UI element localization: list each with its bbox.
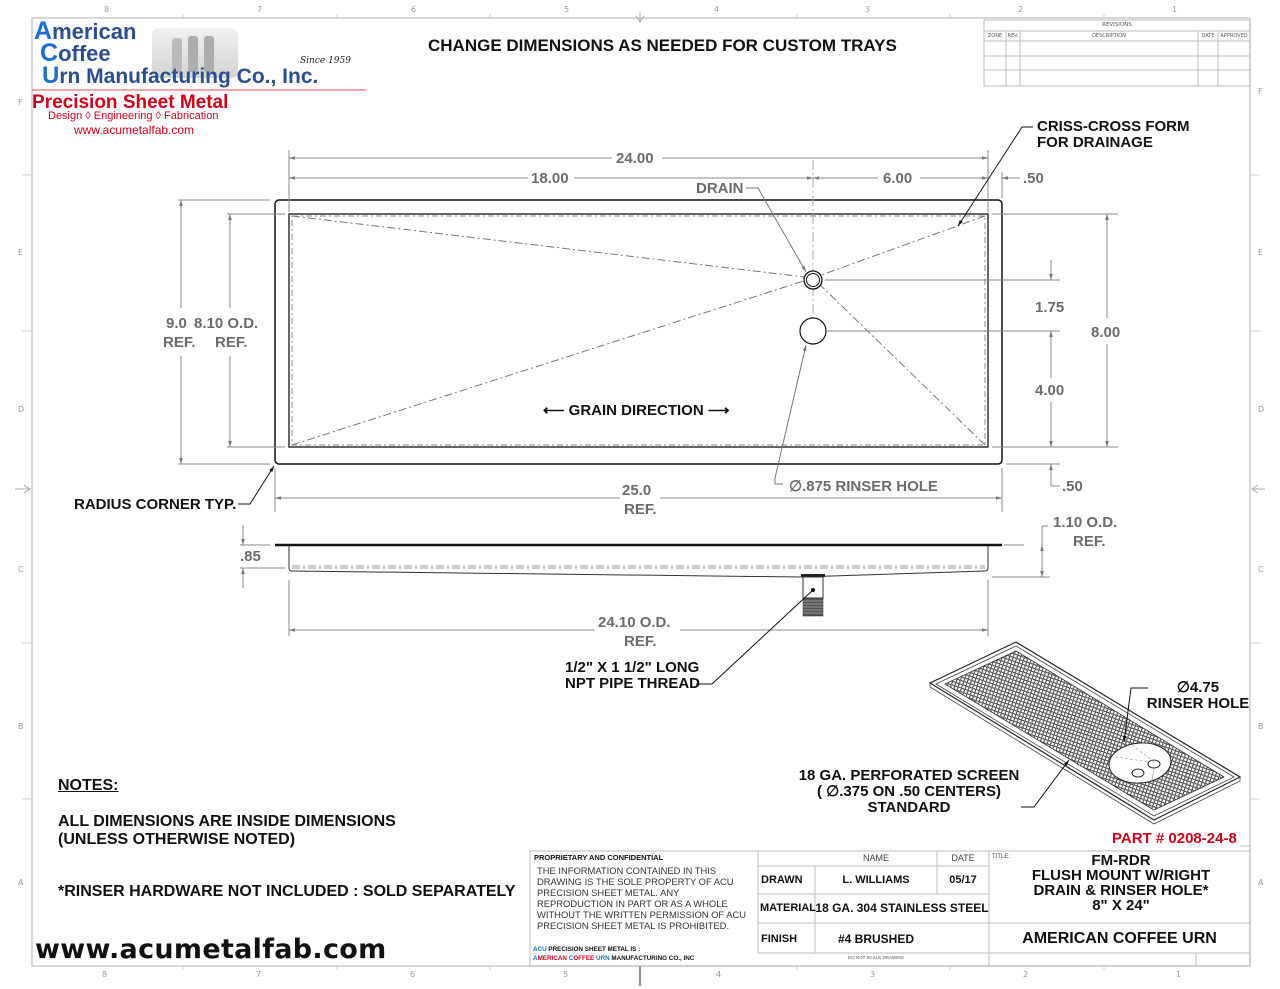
- dim-side-depth: .85: [240, 548, 261, 565]
- logo-url[interactable]: www.acumetalfab.com: [74, 123, 195, 137]
- pipe-thread-callout: 1/2" X 1 1/2" LONG NPT PIPE THREAD: [565, 659, 701, 692]
- dim-overall-length: 24.00: [616, 150, 654, 167]
- dim-drain-from-left: 18.00: [531, 170, 569, 187]
- dim-od-height-ref: REF.: [163, 334, 196, 351]
- rev-col-date: DATE: [1201, 33, 1215, 39]
- dim-side-od-length: 24.10 O.D.: [598, 614, 671, 631]
- iso-rinser-callout: ∅4.75 RINSER HOLE: [1146, 679, 1250, 712]
- zone-col-7: 7: [256, 970, 262, 979]
- zone-col-5: 5: [563, 970, 569, 979]
- dim-drain-offset: 1.75: [1035, 299, 1065, 316]
- zone-row-d: D: [18, 405, 25, 414]
- do-not-scale: DO NOT SCALE DRAWING: [847, 955, 905, 960]
- logo-line-coffee: Coffee: [40, 39, 111, 67]
- zone-row-f: F: [18, 98, 23, 107]
- rinser-hole-callout: ∅.875 RINSER HOLE: [789, 478, 938, 495]
- radius-corner-callout: RADIUS CORNER TYP.: [74, 496, 237, 513]
- revisions-table-lines: [984, 20, 1250, 86]
- zone-row-c: C: [18, 565, 24, 574]
- dim-side-od-height-ref: REF.: [1073, 533, 1106, 550]
- date-header: DATE: [951, 853, 975, 863]
- company-logo: [32, 17, 368, 137]
- zone-col-6: 6: [411, 5, 417, 14]
- footer-url[interactable]: www.acumetalfab.com: [35, 934, 387, 965]
- zone-row-e: E: [1258, 248, 1264, 257]
- zone-row-a: A: [1258, 878, 1264, 887]
- zone-row-e: E: [18, 248, 24, 257]
- dim-overall-ref: 25.0: [622, 482, 652, 499]
- dim-flange-right: .50: [1023, 170, 1044, 187]
- zone-row-c: C: [1258, 565, 1264, 574]
- drain-callout: DRAIN: [696, 180, 744, 197]
- header-note: CHANGE DIMENSIONS AS NEEDED FOR CUSTOM TRAYS: [428, 36, 897, 55]
- dim-inner-height-ref: REF.: [215, 334, 248, 351]
- criss-cross-callout: CRISS-CROSS FORM FOR DRAINAGE: [1037, 118, 1190, 151]
- title-label: TITLE:: [992, 854, 1011, 860]
- zone-row-b: B: [1258, 722, 1264, 731]
- rev-col-approved: APPROVED: [1220, 33, 1248, 39]
- company-name: AMERICAN COFFEE URN: [1022, 930, 1217, 947]
- zone-col-1: 1: [1176, 970, 1182, 979]
- acu-is-line: ACU PRECISION SHEET METAL IS :: [533, 946, 641, 953]
- zone-col-3: 3: [865, 5, 871, 14]
- dim-overall-ref-label: REF.: [624, 501, 657, 518]
- zone-col-6: 6: [410, 970, 416, 979]
- logo-tagline: Precision Sheet Metal: [32, 92, 229, 113]
- note-inside-dimensions: ALL DIMENSIONS ARE INSIDE DIMENSIONS (UNLESS OTHERWISE NOTED): [58, 813, 396, 848]
- logo-services: Design ◊ Engineering ◊ Fabrication: [48, 110, 219, 122]
- logo-since: Since 1959: [300, 56, 351, 66]
- zone-row-d: D: [1258, 405, 1265, 414]
- dim-drain-from-right: 6.00: [883, 170, 913, 187]
- zone-col-8: 8: [102, 970, 108, 979]
- logo-line-american: American: [34, 17, 137, 45]
- zone-row-f: F: [1258, 87, 1263, 96]
- zone-row-b: B: [18, 722, 24, 731]
- zone-col-2: 2: [1023, 970, 1029, 979]
- dim-flange-bottom: .50: [1062, 478, 1083, 495]
- proprietary-heading: PROPRIETARY AND CONFIDENTIAL: [534, 853, 664, 862]
- drawn-name: L. WILLIAMS: [842, 874, 910, 886]
- perforated-screen-callout: 18 GA. PERFORATED SCREEN ( ∅.375 ON .50 CENTERS) STANDARD: [798, 767, 1020, 816]
- finish-value: #4 BRUSHED: [837, 932, 915, 946]
- zone-col-7: 7: [257, 5, 263, 14]
- zone-col-2: 2: [1018, 5, 1024, 14]
- dim-rinser-offset: 4.00: [1035, 382, 1065, 399]
- zone-col-4: 4: [716, 970, 722, 979]
- finish-label: FINISH: [761, 933, 798, 945]
- notes-heading: NOTES:: [58, 777, 119, 794]
- revisions-title: REVISIONS: [1102, 22, 1132, 28]
- rev-col-description: DESCRIPTION: [1092, 33, 1126, 39]
- dim-inner-width: 8.00: [1091, 324, 1121, 341]
- proprietary-text: THE INFORMATION CONTAINED IN THIS DRAWING IS THE SOLE PROPERTY OF ACU PRECISION SHEET METAL. ANY REPRODUCTION IN PART OR AS A WHOLE WITHOUT THE WRITTEN PERMISSION OF ACU PRECISION SHEET METAL IS PROHIBITED.: [537, 865, 747, 931]
- drawn-label: DRAWN: [761, 874, 803, 886]
- logo-line-urn: Urn Manufacturing Co., Inc.: [42, 62, 319, 89]
- material-value: 18 GA. 304 STAINLESS STEEL: [815, 901, 989, 915]
- zone-col-1: 1: [1172, 5, 1178, 14]
- zone-col-3: 3: [870, 970, 876, 979]
- drawing-title: FM-RDR FLUSH MOUNT W/RIGHT DRAIN & RINSER HOLE* 8" X 24": [1031, 852, 1211, 914]
- grain-direction: ⟵ GRAIN DIRECTION ⟶: [543, 402, 730, 419]
- zone-col-5: 5: [564, 5, 570, 14]
- company-full-name: AMERICAN COFFEE URN MANUFACTURING CO., INC: [533, 955, 695, 962]
- rev-col-zone: ZONE: [987, 33, 1003, 39]
- name-header: NAME: [862, 853, 889, 863]
- dim-od-height: 9.0: [166, 315, 187, 332]
- dim-inner-height: 8.10 O.D.: [194, 315, 259, 332]
- dim-side-od-length-ref: REF.: [624, 633, 657, 650]
- zone-col-4: 4: [714, 5, 720, 14]
- material-label: MATERIAL: [760, 902, 817, 914]
- part-number: PART # 0208-24-8: [1112, 830, 1237, 847]
- side-view: [275, 545, 1002, 616]
- drawn-date: 05/17: [949, 874, 977, 886]
- zone-col-8: 8: [104, 5, 110, 14]
- zone-row-a: A: [18, 878, 24, 887]
- note-rinser-hardware: *RINSER HARDWARE NOT INCLUDED : SOLD SEPARATELY: [58, 883, 516, 900]
- rev-col-rev: REV.: [1007, 33, 1019, 39]
- dim-side-od-height: 1.10 O.D.: [1053, 514, 1118, 531]
